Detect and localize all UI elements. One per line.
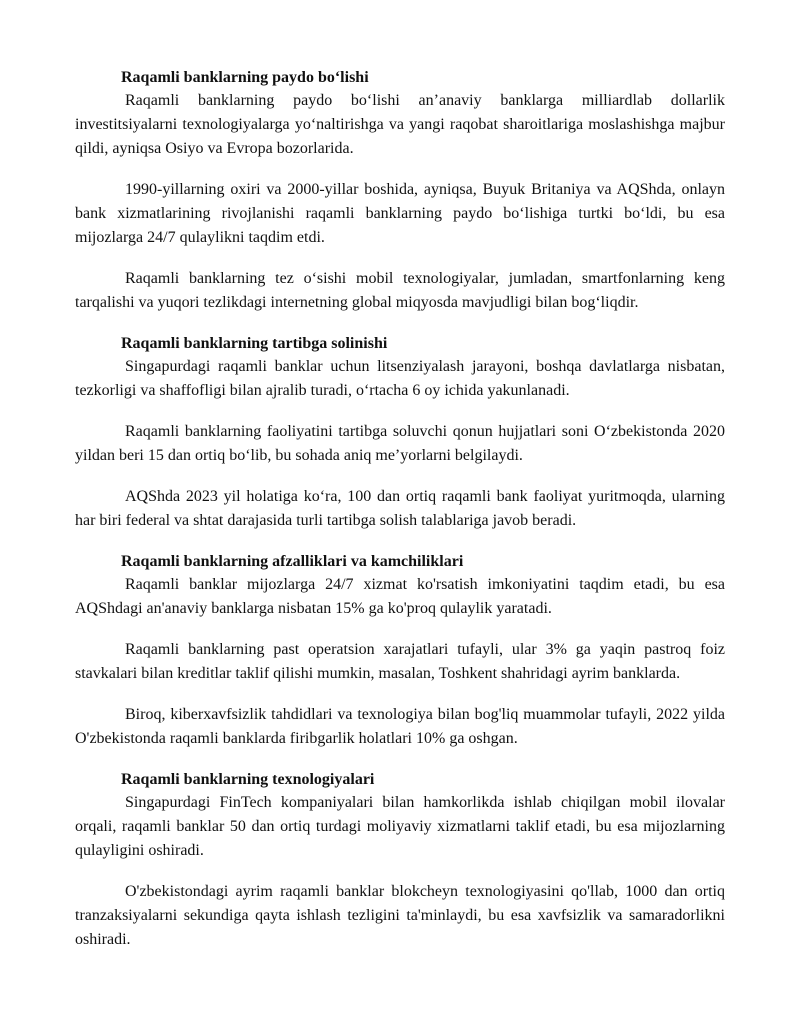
- paragraph: Raqamli banklarning past operatsion xarajatlari tufayli, ular 3% ga yaqin pastroq foiz stavkalari bilan kreditlar taklif qilishi mumkin, masalan, Toshkent shahridagi ayrim banklarda.: [75, 641, 725, 682]
- section-heading: Raqamli banklarning tartibga solinishi: [121, 335, 388, 352]
- paragraph: Biroq, kiberxavfsizlik tahdidlari va texnologiya bilan bog'liq muammolar tufayli, 2022 yilda O'zbekistonda raqamli banklarda firibgarlik holatlari 10% ga oshgan.: [75, 706, 725, 747]
- paragraph: Raqamli banklar mijozlarga 24/7 xizmat ko'rsatish imkoniyatini taqdim etadi, bu esa AQShdagi an'anaviy banklarga nisbatan 15% ga ko'proq qulaylik yaratadi.: [75, 576, 725, 617]
- paragraph: Singapurdagi raqamli banklar uchun litsenziyalash jarayoni, boshqa davlatlarga nisbatan, tezkorligi va shaffofligi bilan ajralib turadi, o‘rtacha 6 oy ichida yakunlanadi.: [75, 358, 725, 399]
- section-heading: Raqamli banklarning afzalliklari va kamchiliklari: [121, 553, 464, 570]
- paragraph: Raqamli banklarning tez o‘sishi mobil texnologiyalar, jumladan, smartfonlarning keng tarqalishi va yuqori tezlikdagi internetning global miqyosda mavjudligi bilan bog‘liqdir.: [75, 270, 725, 311]
- section-emergence: [75, 66, 725, 315]
- document-page: [75, 66, 725, 969]
- section-heading: Raqamli banklarning texnologiyalari: [121, 771, 375, 788]
- section-technologies: [75, 768, 725, 952]
- paragraph: AQShda 2023 yil holatiga ko‘ra, 100 dan ortiq raqamli bank faoliyat yuritmoqda, ularning har biri federal va shtat darajasida turli tartibga solish talablariga javob beradi.: [75, 488, 725, 529]
- paragraph: O'zbekistondagi ayrim raqamli banklar blokcheyn texnologiyasini qo'llab, 1000 dan ortiq tranzaksiyalarni sekundiga qayta ishlash tezligini ta'minlaydi, bu esa xavfsizlik va samaradorlikni oshiradi.: [75, 883, 725, 948]
- section-heading: Raqamli banklarning paydo bo‘lishi: [121, 69, 369, 86]
- paragraph: Raqamli banklarning faoliyatini tartibga soluvchi qonun hujjatlari soni O‘zbekistonda 2020 yildan beri 15 dan ortiq bo‘lib, bu sohada aniq me’yorlarni belgilaydi.: [75, 423, 725, 464]
- paragraph: 1990-yillarning oxiri va 2000-yillar boshida, ayniqsa, Buyuk Britaniya va AQShda, onlayn bank xizmatlarining rivojlanishi raqamli banklarning paydo bo‘lishiga turtki bo‘ldi, bu esa mijozlarga 24/7 qulaylikni taqdim etdi.: [75, 181, 725, 246]
- paragraph: Singapurdagi FinTech kompaniyalari bilan hamkorlikda ishlab chiqilgan mobil ilovalar orqali, raqamli banklar 50 dan ortiq turdagi moliyaviy xizmatlarni taklif etadi, bu esa mijozlarning qulayligini oshiradi.: [75, 794, 725, 859]
- section-regulation: [75, 332, 725, 533]
- section-pros-cons: [75, 550, 725, 751]
- paragraph: Raqamli banklarning paydo bo‘lishi an’anaviy banklarga milliardlab dollarlik investitsiyalarni texnologiyalarga yo‘naltirishga va yangi raqobat sharoitlariga moslashishga majbur qildi, ayniqsa Osiyo va Evropa bozorlarida.: [75, 92, 725, 157]
